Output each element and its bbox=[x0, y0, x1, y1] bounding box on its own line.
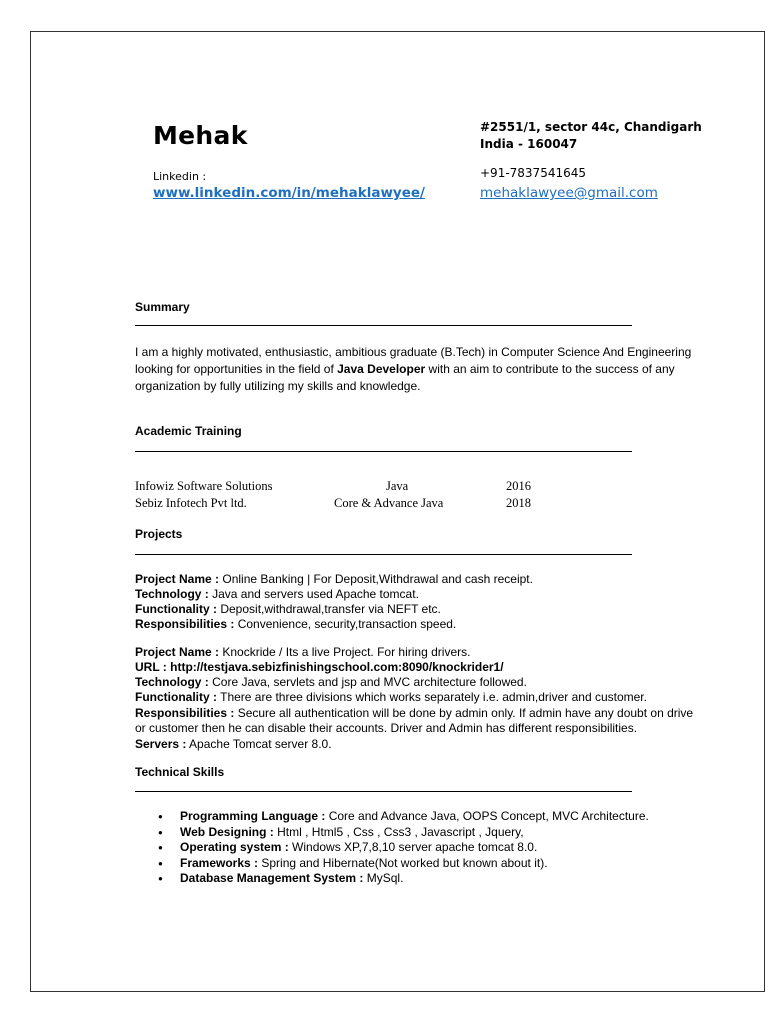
summary-divider bbox=[135, 325, 632, 326]
academic-heading: Academic Training bbox=[135, 424, 242, 438]
skill-item bbox=[158, 871, 649, 887]
project2-url-label: URL bbox=[135, 660, 160, 674]
project1-technology-label: Technology : bbox=[135, 587, 209, 601]
project1-name bbox=[135, 572, 533, 587]
project2-servers bbox=[135, 737, 332, 752]
skill-label: Operating system : bbox=[180, 840, 289, 854]
address-line-2: India - 160047 bbox=[480, 137, 578, 151]
skill-value: Windows XP,7,8,10 server apache tomcat 8.0. bbox=[288, 840, 538, 854]
skill-item bbox=[158, 825, 649, 841]
skill-label: Web Designing : bbox=[180, 824, 274, 839]
linkedin-label: Linkedin : bbox=[153, 170, 207, 183]
academic-year: 2018 bbox=[506, 496, 531, 510]
skills-heading: Technical Skills bbox=[135, 765, 225, 779]
project2-technology-label: Technology : bbox=[135, 675, 209, 689]
skill-item bbox=[158, 809, 649, 825]
project1-functionality-value: Deposit,withdrawal,transfer via NEFT etc. bbox=[217, 602, 441, 616]
project1-responsibilities-value: Convenience, security,transaction speed. bbox=[234, 617, 457, 631]
summary-text-end: with an aim to contribute to the success of any organization by fully utilizing my skills and knowledge. bbox=[135, 362, 675, 393]
candidate-name: Mehak bbox=[153, 121, 248, 150]
skill-value: MySql. bbox=[363, 871, 404, 885]
project2-name-label: Project Name : bbox=[135, 645, 220, 659]
skill-value: Core and Advance Java, OOPS Concept, MVC Architecture. bbox=[325, 809, 649, 823]
project2-url bbox=[135, 660, 504, 675]
academic-org: Infowiz Software Solutions bbox=[135, 479, 273, 493]
academic-year: 2016 bbox=[506, 479, 531, 493]
address-line-1: #2551/1, sector 44c, Chandigarh bbox=[480, 120, 702, 134]
academic-divider bbox=[135, 451, 632, 452]
project2-name-value: Knockride / Its a live Project. For hiring drivers. bbox=[219, 645, 471, 659]
address-block bbox=[480, 119, 702, 153]
project2-servers-label: Servers : bbox=[135, 737, 187, 751]
project2-name bbox=[135, 645, 470, 660]
projects-heading: Projects bbox=[135, 527, 183, 541]
summary-heading: Summary bbox=[135, 300, 190, 314]
project2-technology bbox=[135, 675, 527, 690]
project1-functionality-label: Functionality : bbox=[135, 602, 217, 616]
summary-highlight: Java Developer bbox=[337, 362, 426, 376]
academic-course: Core & Advance Java bbox=[334, 496, 444, 510]
project2-responsibilities-value: Secure all authentication will be done by admin only. If admin have any doubt on drive or customer then he can disable their accounts. Driver and Admin has different responsibilities. bbox=[135, 706, 694, 735]
skills-divider bbox=[135, 791, 632, 792]
summary-text bbox=[135, 344, 700, 395]
project1-technology bbox=[135, 587, 419, 602]
project1-responsibilities bbox=[135, 617, 456, 632]
academic-course: Java bbox=[386, 479, 409, 493]
projects-divider bbox=[135, 554, 632, 555]
project2-url-link[interactable]: : http://testjava.sebizfinishingschool.com:8090/knockrider1/ bbox=[159, 660, 504, 674]
project2-servers-value: Apache Tomcat server 8.0. bbox=[186, 737, 332, 751]
phone-number: +91-7837541645 bbox=[480, 166, 587, 180]
project2-technology-value: Core Java, servlets and jsp and MVC architecture followed. bbox=[208, 675, 527, 689]
project2-functionality-label: Functionality : bbox=[135, 690, 217, 704]
skill-value: Html , Html5 , Css , Css3 , Javascript , Jquery, bbox=[273, 824, 524, 839]
email-link[interactable]: mehaklawyee@gmail.com bbox=[480, 185, 658, 201]
project2-responsibilities bbox=[135, 706, 705, 736]
linkedin-link[interactable]: www.linkedin.com/in/mehaklawyee/ bbox=[153, 185, 425, 201]
skill-label: Programming Language : bbox=[180, 809, 326, 823]
academic-org: Sebiz Infotech Pvt ltd. bbox=[135, 496, 247, 510]
summary-text-start: I am a highly motivated, enthusiastic, ambitious graduate (B.Tech) in Computer Science And Engineering looking for opportunities in the field of bbox=[135, 345, 692, 376]
skill-item bbox=[158, 856, 649, 872]
skills-list bbox=[158, 809, 649, 887]
project1-technology-value: Java and servers used Apache tomcat. bbox=[208, 587, 419, 601]
skill-item bbox=[158, 840, 649, 856]
skill-value: Spring and Hibernate(Not worked but known about it). bbox=[258, 855, 548, 870]
project1-responsibilities-label: Responsibilities : bbox=[135, 617, 235, 631]
project1-functionality bbox=[135, 602, 441, 617]
skill-label: Frameworks : bbox=[180, 855, 259, 870]
project2-responsibilities-label: Responsibilities : bbox=[135, 706, 235, 720]
project2-functionality bbox=[135, 690, 647, 705]
project1-name-label: Project Name : bbox=[135, 572, 220, 586]
project1-name-value: Online Banking | For Deposit,Withdrawal and cash receipt. bbox=[219, 572, 533, 586]
project2-functionality-value: There are three divisions which works separately i.e. admin,driver and customer. bbox=[217, 690, 647, 704]
skill-label: Database Management System : bbox=[180, 871, 364, 885]
